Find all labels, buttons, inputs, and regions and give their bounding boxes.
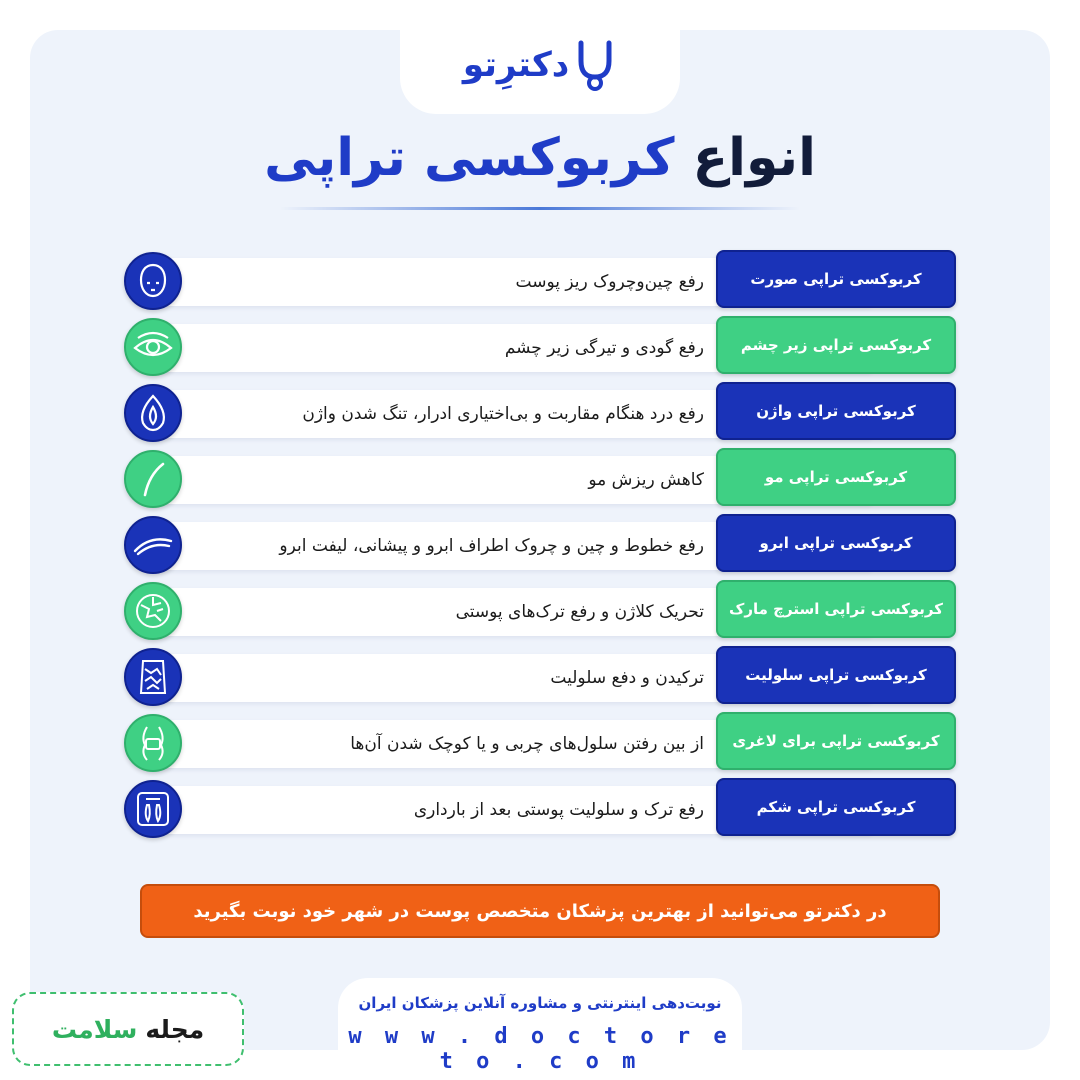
page-title (140, 118, 940, 198)
vagina-icon (124, 384, 182, 442)
item-description: از بین رفتن سلول‌های چربی و یا کوچک شدن آن‌ها (350, 734, 704, 754)
list-item-under-eye (122, 314, 958, 380)
item-description: تحریک کلاژن و رفع ترک‌های پوستی (455, 602, 704, 622)
brand-logo[interactable] (440, 30, 640, 100)
item-description: رفع ترک و سلولیت پوستی بعد از بارداری (413, 800, 704, 820)
eye-icon (124, 318, 182, 376)
item-description: رفع چین‌وچروک ریز پوست (515, 272, 704, 292)
list-item-face (122, 248, 958, 314)
item-label[interactable]: کربوکسی تراپی شکم (716, 778, 956, 836)
stretch-mark-icon (124, 582, 182, 640)
item-description: ترکیدن و دفع سلولیت (550, 668, 704, 688)
hair-icon (124, 450, 182, 508)
title-part2: کربوکسی تراپی (264, 128, 675, 188)
item-label[interactable]: کربوکسی تراپی سلولیت (716, 646, 956, 704)
item-label[interactable]: کربوکسی تراپی زیر چشم (716, 316, 956, 374)
item-label[interactable]: کربوکسی تراپی واژن (716, 382, 956, 440)
item-description: کاهش ریزش مو (588, 470, 704, 490)
item-label[interactable]: کربوکسی تراپی استرچ مارک (716, 580, 956, 638)
face-icon (124, 252, 182, 310)
list-item-vagina (122, 380, 958, 446)
stethoscope-icon (573, 37, 617, 93)
item-label[interactable]: کربوکسی تراپی برای لاغری (716, 712, 956, 770)
cellulite-icon (124, 648, 182, 706)
therapy-list (122, 248, 958, 842)
badge-part2: سلامت (51, 1014, 138, 1044)
item-description: رفع گودی و تیرگی زیر چشم (504, 338, 704, 358)
scale-icon (124, 780, 182, 838)
footer-url[interactable]: w w w . d o c t o r e t o . c o m (348, 1024, 732, 1074)
list-item-cellulite (122, 644, 958, 710)
list-item-hair (122, 446, 958, 512)
list-item-slimming (122, 710, 958, 776)
item-label[interactable]: کربوکسی تراپی صورت (716, 250, 956, 308)
list-item-stretch-mark (122, 578, 958, 644)
item-description: رفع درد هنگام مقاربت و بی‌اختیاری ادرار، تنگ شدن واژن (302, 404, 704, 424)
item-label[interactable]: کربوکسی تراپی مو (716, 448, 956, 506)
logo-text: دکترِتو (462, 45, 570, 85)
badge-part1: مجله (145, 1014, 205, 1044)
magazine-badge (12, 992, 244, 1066)
slimming-icon (124, 714, 182, 772)
item-description: رفع خطوط و چین و چروک اطراف ابرو و پیشانی، لیفت ابرو (279, 536, 704, 556)
item-label[interactable]: کربوکسی تراپی ابرو (716, 514, 956, 572)
footer-tagline: نوبت‌دهی اینترنتی و مشاوره آنلاین پزشکان ایران (358, 994, 722, 1012)
title-divider (280, 207, 800, 210)
title-part1: انواع (692, 128, 816, 188)
eyebrow-icon (124, 516, 182, 574)
cta-banner[interactable]: در دکترتو می‌توانید از بهترین پزشکان متخصص پوست در شهر خود نوبت بگیرید (140, 884, 940, 938)
list-item-eyebrow (122, 512, 958, 578)
list-item-abdomen (122, 776, 958, 842)
